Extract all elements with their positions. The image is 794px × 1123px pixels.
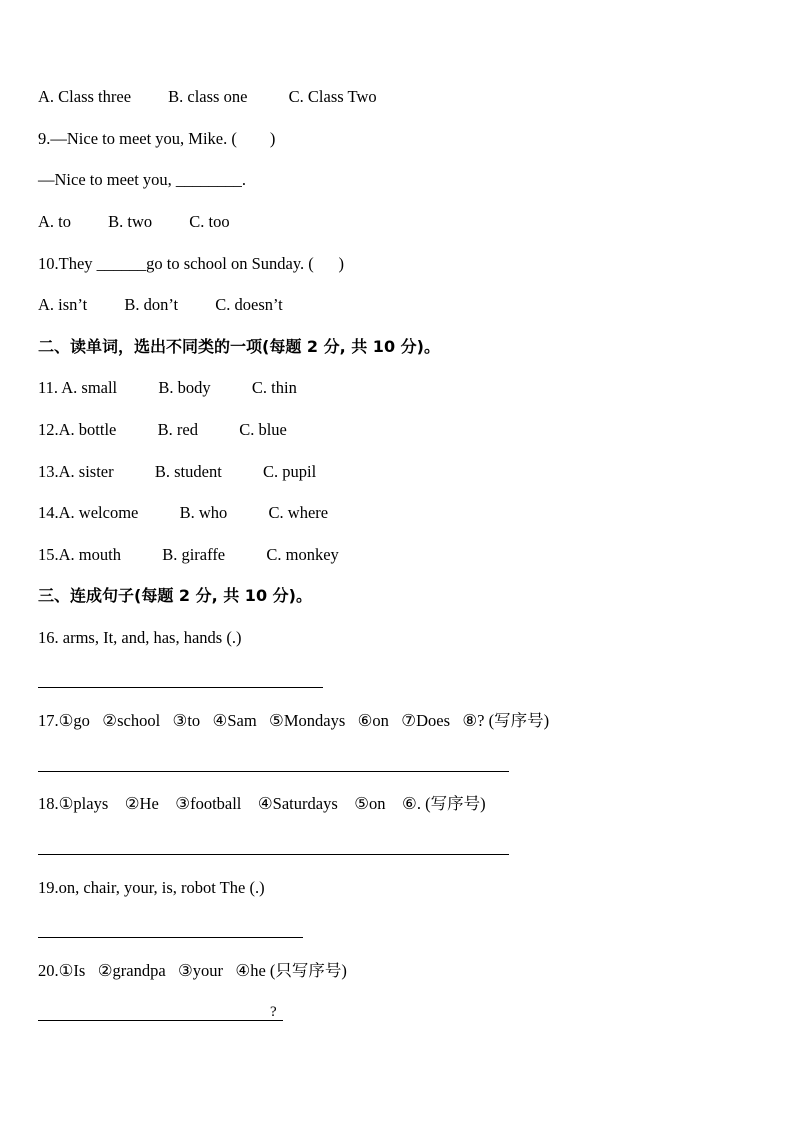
answer-line-q19: [38, 937, 303, 938]
text-line-q17: 17.①go ②school ③to ④Sam ⑤Mondays ⑥on ⑦Does ⑧? (写序号): [38, 711, 550, 730]
text-line-q16: 16. arms, It, and, has, hands (.): [38, 628, 242, 647]
text-line-q9: 9.—Nice to meet you, Mike. ( ): [38, 129, 276, 148]
answer-line-q20: [38, 1020, 283, 1021]
text-line-q15: 15.A. mouth B. giraffe C. monkey: [38, 545, 339, 564]
text-line-q10-options: A. isn’t B. don’t C. doesn’t: [38, 295, 283, 314]
text-line-q8-options: A. Class three B. class one C. Class Two: [38, 87, 377, 106]
question-mark-q20: ?: [270, 1004, 277, 1020]
answer-line-q16: [38, 687, 323, 688]
text-line-q10: 10.They ______go to school on Sunday. ( ): [38, 254, 344, 273]
text-line-q20: 20.①Is ②grandpa ③your ④he (只写序号): [38, 961, 347, 980]
text-line-q9-reply: —Nice to meet you, ________.: [38, 170, 247, 189]
text-line-q18: 18.①plays ②He ③football ④Saturdays ⑤on ⑥. (写序号): [38, 794, 486, 813]
text-line-q13: 13.A. sister B. student C. pupil: [38, 462, 317, 481]
answer-line-q17: [38, 771, 509, 772]
section-heading-3: 三、连成句子(每题 2 分, 共 10 分)。: [38, 586, 312, 605]
text-line-q19: 19.on, chair, your, is, robot The (.): [38, 878, 265, 897]
text-line-q14: 14.A. welcome B. who C. where: [38, 503, 329, 522]
text-line-q12: 12.A. bottle B. red C. blue: [38, 420, 287, 439]
text-line-q11: 11. A. small B. body C. thin: [38, 378, 297, 397]
section-heading-2: 二、读单词，选出不同类的一项(每题 2 分, 共 10 分)。: [38, 337, 440, 356]
text-line-q9-options: A. to B. two C. too: [38, 212, 230, 231]
answer-line-q18: [38, 854, 509, 855]
